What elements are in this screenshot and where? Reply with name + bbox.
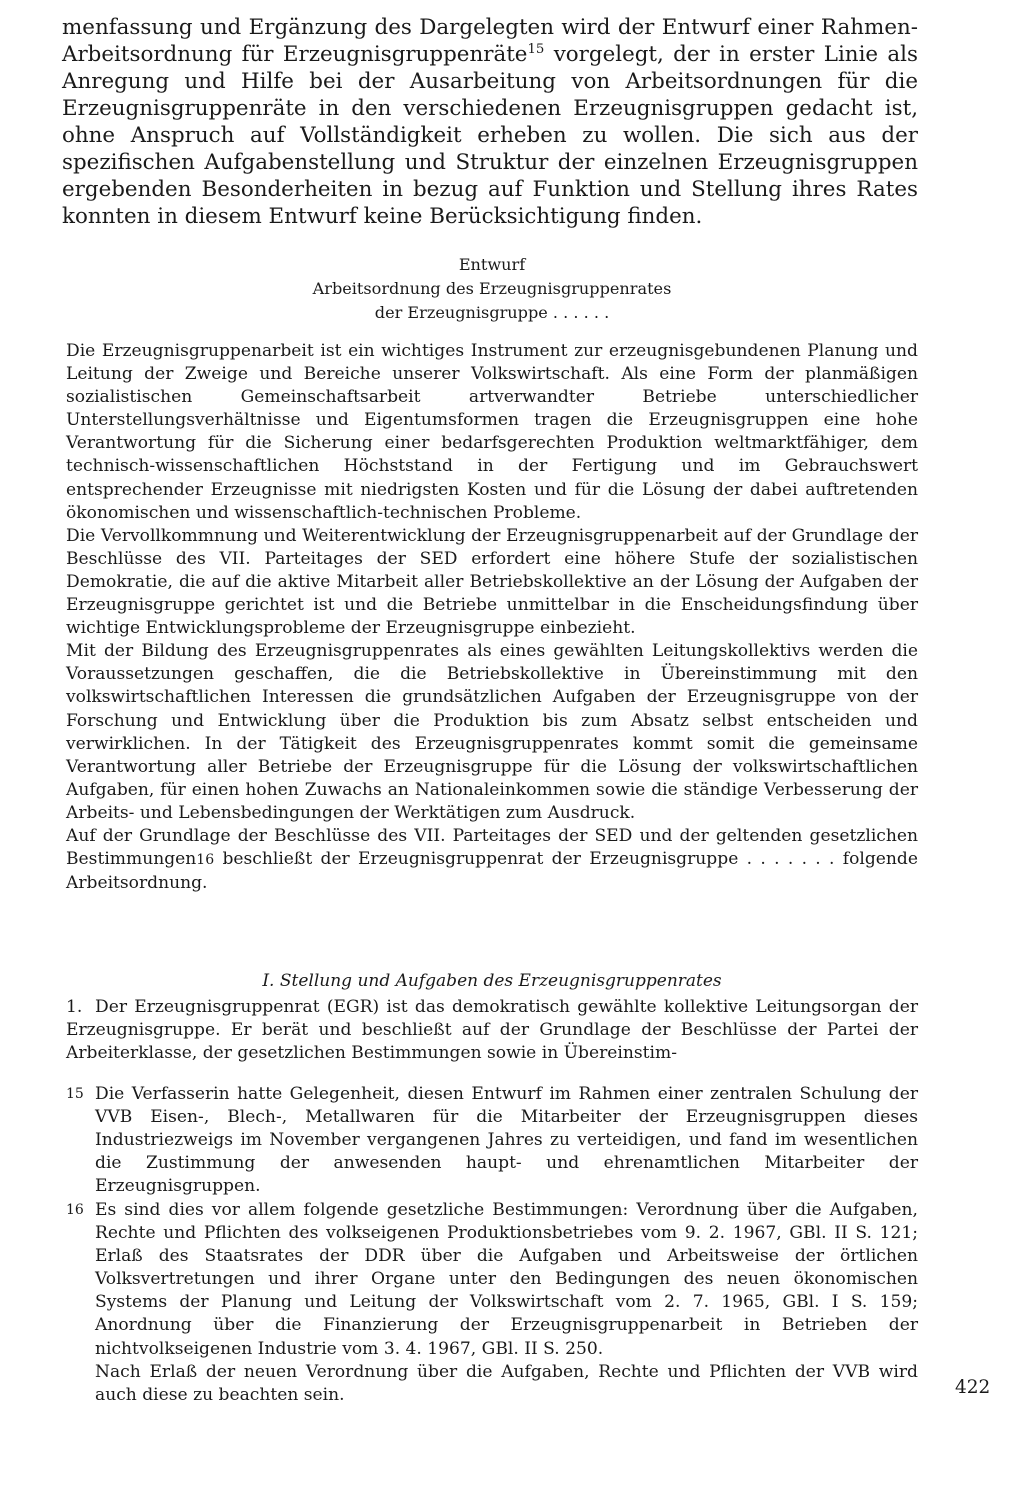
draft-subtitle: der Erzeugnisgruppe . . . . . . — [374, 303, 610, 322]
footnote-ref-15[interactable]: 15 — [527, 41, 545, 57]
preamble — [66, 340, 918, 895]
page-number: 422 — [955, 1377, 991, 1398]
footnote-16 — [66, 1199, 918, 1407]
paragraph-4-text-a: Auf der Grundlage der Beschlüsse des VII. Parteitages der SED und der geltenden gesetzlichen Bestimmungen — [66, 825, 918, 870]
preamble-paragraph-4 — [66, 825, 918, 895]
intro-paragraph — [62, 14, 918, 230]
footnote-text: Es sind dies vor allem folgende gesetzliche Bestimmungen: Verordnung über die Aufgaben, Rechte und Pflichten des volkseigenen Produktionsbetriebes vom 9. 2. 1967, GBl. II S. 121; Erlaß des Staatsrates der DDR über die Aufgaben und Arbeitsweise der örtlichen Volksvertretungen und ihrer Organe unter den Bedingungen des neuen ökonomischen Systems der Planung und Leitung der Volkswirtschaft vom 2. 7. 1965, GBl. I S. 159; Anordnung über die Finanzierung der Erzeugnisgruppenarbeit in Betrieben der nichtvolkseigenen Industrie vom 3. 4. 1967, GBl. II S. 250. — [95, 1200, 918, 1359]
numbered-item-1 — [66, 996, 918, 1065]
intro-text-a: menfassung und Ergänzung des Dargelegten wird der Entwurf einer Rahmen-Arbeitsordnung für Erzeugnisgruppenräte — [62, 15, 918, 67]
preamble-paragraph-1: Die Erzeugnisgruppenarbeit ist ein wichtiges Instrument zur erzeugnisgebundenen Planung und Leitung der Zweige und Bereiche unserer Volkswirtschaft. Als eine Form der planmäßigen sozialistischen Gemeinschaftsarbeit artverwandter Betriebe unterschiedlicher Unterstellungsverhältnisse und Eigentumsformen tragen die Erzeugnisgruppen eine hohe Verantwortung für die Sicherung einer bedarfsgerechten Produktion weltmarktfähiger, dem technisch-wissenschaftlichen Höchststand in der Fertigung und im Gebrauchswert entsprechender Erzeugnisse mit niedrigsten Kosten und für die Lösung der dabei auftretenden ökonomischen und wissenschaftlich-technischen Probleme. — [66, 341, 918, 523]
footnote-text: Die Verfasserin hatte Gelegenheit, diesen Entwurf im Rahmen einer zentralen Schulung der VVB Eisen-, Blech-, Metallwaren für die Mitarbeiter der Erzeugnisgruppen dieses Industriezweigs im November vergangenen Jahres zu verteidigen, und fand im wesentlichen die Zustimmung der anwesenden haupt- und ehrenamtlichen Mitarbeiter der Erzeugnisgruppen. — [95, 1084, 918, 1197]
paragraph-4-text-b: beschließt der Erzeugnisgruppenrat der Erzeugnisgruppe . . . . . . . folgende Arbeitsordnung. — [66, 849, 918, 894]
item-number: 1. — [66, 997, 83, 1017]
footnote-15 — [66, 1083, 918, 1198]
footnote-marker: 16 — [66, 1202, 84, 1218]
footnote-text-continued: Nach Erlaß der neuen Verordnung über die Aufgaben, Rechte und Pflichten der VVB wird auch diese zu beachten sein. — [95, 1361, 918, 1405]
footnote-ref-16[interactable]: 16 — [196, 852, 215, 869]
preamble-paragraph-3: Mit der Bildung des Erzeugnisgruppenrates als eines gewählten Leitungskollektivs werden die Voraussetzungen geschaffen, die die Betriebskollektive in Übereinstimmung mit den volkswirtschaftlichen Interessen die grundsätzlichen Aufgaben der Erzeugnisgruppe von der Forschung und Entwicklung über die Produktion bis zum Absatz selbst entscheiden und verwirklichen. In der Tätigkeit des Erzeugnisgruppenrates kommt somit die gemeinsame Verantwortung aller Betriebe der Erzeugnisgruppe für die Lösung der volkswirtschaftlichen Aufgaben, für einen hohen Zuwachs an Nationaleinkommen sowie die ständige Verbesserung der Arbeits- und Lebensbedingungen der Werktätigen zum Ausdruck. — [66, 641, 918, 823]
section-heading: I. Stellung und Aufgaben des Erzeugnisgruppenrates — [262, 971, 722, 991]
item-text: Der Erzeugnisgruppenrat (EGR) ist das demokratisch gewählte kollektive Leitungsorgan der Erzeugnisgruppe. Er berät und beschließt auf der Grundlage der Beschlüsse der Partei der Arbeiterklasse, der gesetzlichen Bestimmungen sowie in Übereinstim- — [66, 997, 918, 1064]
intro-text-b: vorgelegt, der in erster Linie als Anregung und Hilfe bei der Ausarbeitung von Arbeitsordnungen für die Erzeugnisgruppenräte in den verschiedenen Erzeugnisgruppen gedacht ist, ohne Anspruch auf Vollständigkeit erheben zu wollen. Die sich aus der spezifischen Aufgabenstellung und Struktur der einzelnen Erzeugnisgruppen ergebenden Besonderheiten in bezug auf Funktion und Stellung ihres Rates konnten in diesem Entwurf keine Berücksichtigung finden. — [62, 42, 919, 229]
footnote-marker: 15 — [66, 1086, 84, 1102]
preamble-paragraph-2: Die Vervollkommnung und Weiterentwicklung der Erzeugnisgruppenarbeit auf der Grundlage der Beschlüsse des VII. Parteitages der SED erfordert eine höhere Stufe der sozialistischen Demokratie, die auf die aktive Mitarbeit aller Betriebskollektive an der Lösung der Aufgaben der Erzeugnisgruppe gerichtet ist und die Betriebe unmittelbar in die Enscheidungsfindung über wichtige Entwicklungsprobleme der Erzeugnisgruppe einbezieht. — [66, 525, 918, 639]
draft-title: Arbeitsordnung des Erzeugnisgruppenrates — [312, 279, 672, 298]
draft-label: Entwurf — [458, 255, 526, 274]
footnote-body — [95, 1199, 918, 1407]
